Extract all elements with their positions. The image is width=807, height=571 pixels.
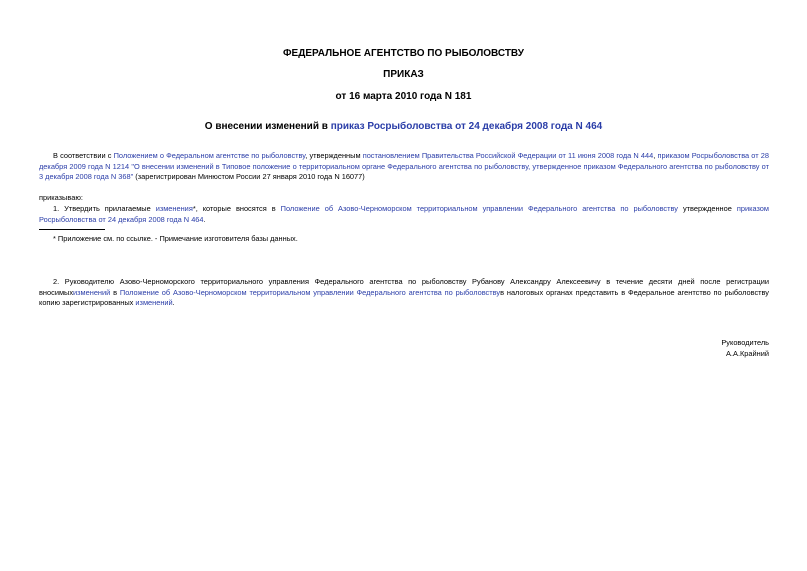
title-prefix: О внесении изменений в (204, 121, 331, 132)
link-changes[interactable]: изменения (155, 204, 193, 213)
paragraph-item-1 (39, 204, 769, 225)
document-date-number: от 16 марта 2010 года N 181 (335, 91, 472, 102)
document-title (0, 121, 807, 132)
agency-name: ФЕДЕРАЛЬНОЕ АГЕНТСТВО ПО РЫБОЛОВСТВУ (283, 48, 524, 59)
link-changes-2[interactable]: изменений (73, 287, 111, 297)
link-order-1214[interactable]: приказом Росрыболовства от 28 декабря 2009 года N 1214 "О внесении изменений в Типовое положение о территориальном органе Федерального агентства по рыболовству, утвержденное приказом Федерального агентства по рыболовству от 3 декабря 2008 года N 368" (39, 151, 769, 181)
order-word: приказываю: (39, 193, 83, 202)
link-regulation[interactable]: Положением о Федеральном агентстве по рыболовству (113, 151, 306, 160)
paragraph-preamble (39, 151, 769, 183)
link-changes-3[interactable]: изменений (135, 298, 173, 307)
text: (зарегистрирован Минюстом России 27 января 2010 года N 16077) (133, 172, 365, 181)
link-azov-regulation-2[interactable]: Положение об Азово-Черноморском территориальном управлении Федерального агентства по рыболовству (119, 287, 501, 297)
title-link[interactable]: приказ Росрыболовства от 24 декабря 2008 года N 464 (330, 121, 603, 132)
text: . (203, 214, 206, 224)
text: 1. Утвердить прилагаемые (53, 204, 156, 213)
text: , утвержденным (305, 151, 363, 160)
link-government-decree[interactable]: постановлением Правительства Российской Федерации от 11 июня 2008 года N 444 (362, 151, 654, 160)
text: *, которые вносятся в (192, 204, 281, 213)
signature-position: Руководитель (721, 338, 769, 347)
link-order-464[interactable]: приказом Росрыболовства от 24 декабря 2008 года N 464 (39, 204, 769, 224)
text: 2. Руководителю Азово-Черноморского территориального управления Федерального агентства по рыболовству Рубанову Александру Алексеевичу в течение десяти дней после регистрации вносимых (39, 277, 769, 297)
text: В соответствии с (53, 151, 114, 160)
text: в (110, 287, 120, 297)
text: . (172, 298, 175, 307)
link-azov-regulation[interactable]: Положение об Азово-Черноморском территориальном управлении Федерального агентства по рыболовству (280, 204, 678, 213)
paragraph-item-2 (39, 277, 769, 309)
footnote-divider (39, 229, 105, 230)
signature-name: А.А.Крайний (726, 349, 769, 358)
document-type: ПРИКАЗ (383, 69, 424, 80)
footnote: * Приложение см. по ссылке. - Примечание изготовителя базы данных. (53, 234, 298, 243)
text: , (653, 151, 658, 160)
text: утвержденное (677, 204, 737, 213)
text: в налоговых органах представить в Федеральное агентство по рыболовству копию зарегистрированных (39, 287, 769, 307)
